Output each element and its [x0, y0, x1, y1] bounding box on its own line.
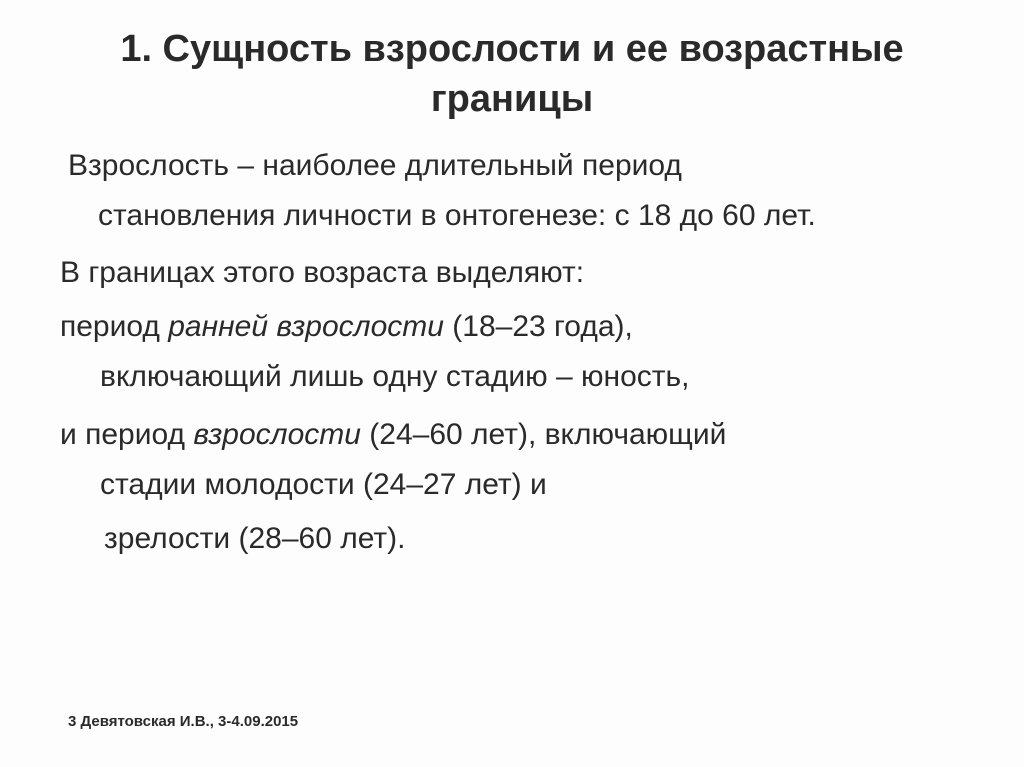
paragraph-definition — [68, 141, 816, 241]
paragraph-maturity: зрелости (28–60 лет). — [104, 522, 406, 555]
slide-footer: 3 Девятовская И.В., 3-4.09.2015 — [68, 713, 299, 730]
adulthood-post: (24–60 лет), включающий — [360, 418, 727, 451]
early-adulthood-line-2: включающий лишь одну стадию – юность, — [100, 360, 690, 393]
adulthood-line-2: стадии молодости (24–27 лет) и — [100, 468, 547, 501]
definition-line-1: Взрослость – наиболее длительный период — [68, 149, 682, 182]
definition-line-2: становления личности в онтогенезе: с 18 до 60 лет. — [98, 199, 816, 232]
paragraph-adulthood — [60, 410, 726, 510]
early-adulthood-term: ранней взрослости — [168, 310, 444, 343]
paragraph-early-adulthood — [60, 302, 689, 402]
adulthood-term: взрослости — [193, 418, 361, 451]
early-adulthood-pre: период — [60, 310, 169, 343]
slide-title: 1. Сущность взрослости и ее возрастные границы — [120, 28, 904, 120]
adulthood-line-1 — [60, 410, 726, 460]
early-adulthood-line-1 — [60, 302, 689, 352]
paragraph-intro: В границах этого возраста выделяют: — [60, 256, 585, 289]
adulthood-pre: и период — [60, 418, 194, 451]
early-adulthood-post: (18–23 года), — [443, 310, 633, 343]
